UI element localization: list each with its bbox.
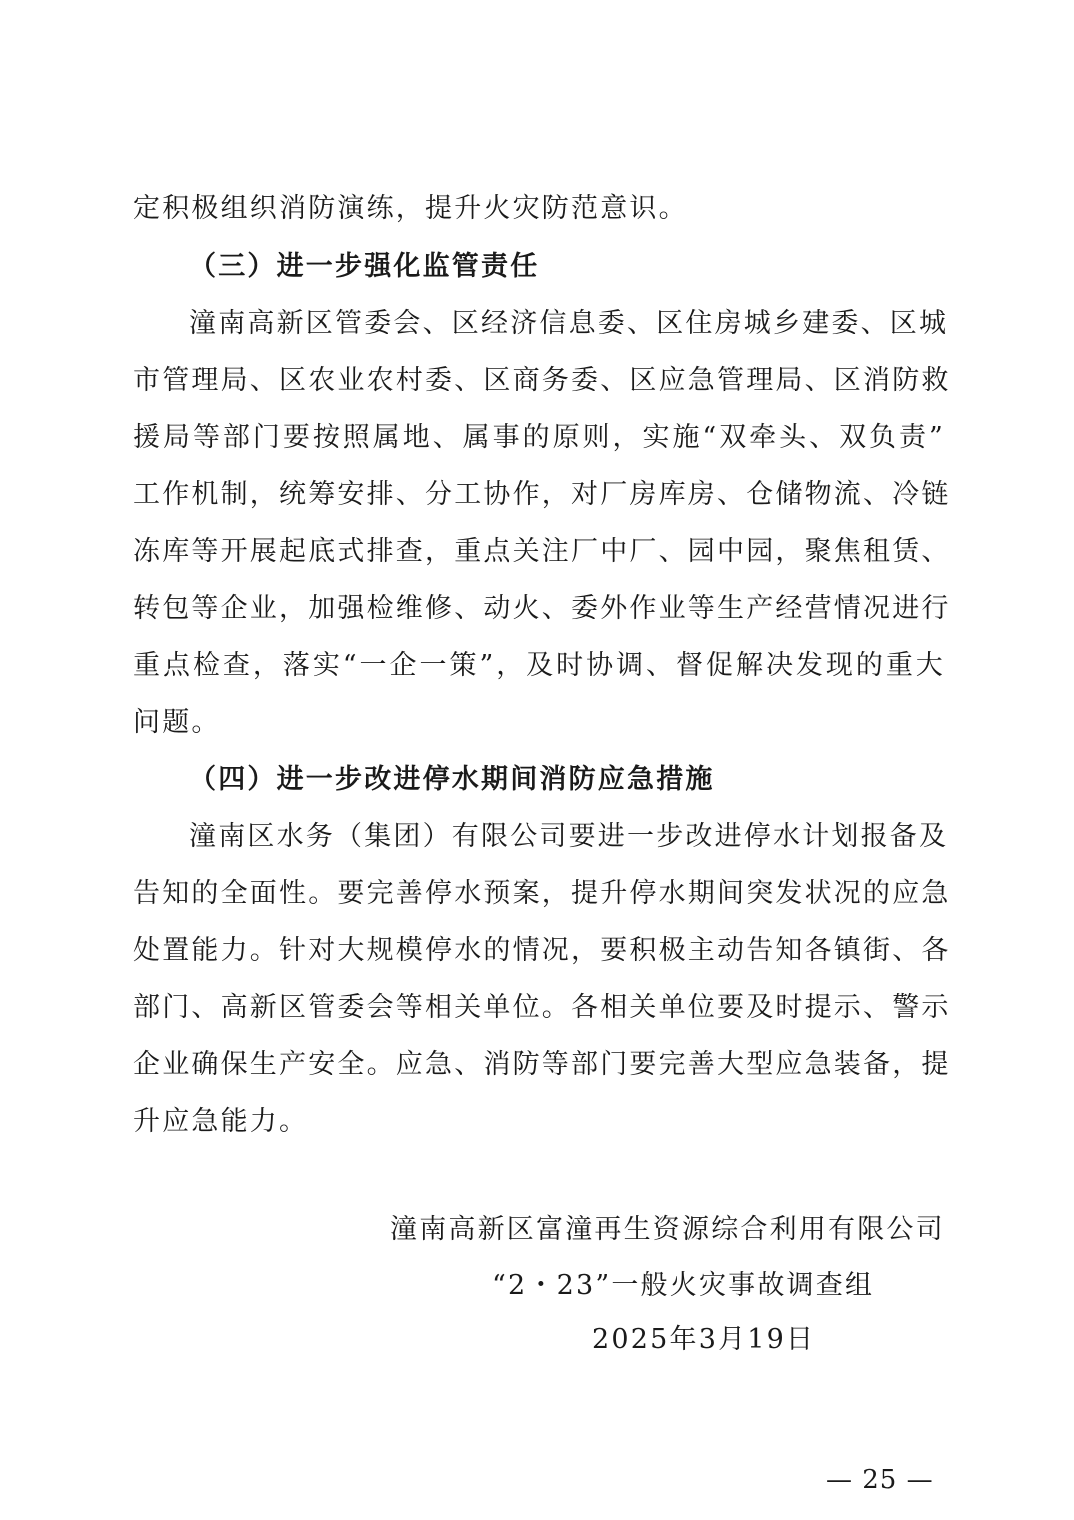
signature-investigation-group: “2・23”一般火灾事故调查组 xyxy=(492,1270,875,1301)
signature-organization: 潼南高新区富潼再生资源综合利用有限公司 xyxy=(390,1214,945,1245)
section-heading-3: （三）进一步强化监管责任 xyxy=(189,251,540,282)
paragraph-line: 部门、高新区管委会等相关单位。各相关单位要及时提示、警示 xyxy=(133,992,951,1023)
paragraph-line: 工作机制，统筹安排、分工协作，对厂房库房、仓储物流、冷链 xyxy=(133,479,951,510)
paragraph-line: 处置能力。针对大规模停水的情况，要积极主动告知各镇街、各 xyxy=(133,935,951,966)
page-number: — 25 — xyxy=(826,1465,934,1495)
paragraph-line: 冻库等开展起底式排查，重点关注厂中厂、园中园，聚焦租赁、 xyxy=(133,536,951,567)
paragraph-line: 定积极组织消防演练，提升火灾防范意识。 xyxy=(133,193,688,224)
paragraph-line: 问题。 xyxy=(133,707,221,738)
signature-date: 2025年3月19日 xyxy=(592,1324,816,1355)
paragraph-line: 潼南区水务（集团）有限公司要进一步改进停水计划报备及 xyxy=(189,821,949,852)
paragraph-line: 企业确保生产安全。应急、消防等部门要完善大型应急装备，提 xyxy=(133,1049,951,1080)
paragraph-line: 转包等企业，加强检维修、动火、委外作业等生产经营情况进行 xyxy=(133,593,951,624)
paragraph-line: 潼南高新区管委会、区经济信息委、区住房城乡建委、区城 xyxy=(189,308,949,339)
paragraph-line: 重点检查，落实“一企一策”，及时协调、督促解决发现的重大 xyxy=(133,650,945,681)
paragraph-line: 升应急能力。 xyxy=(133,1106,309,1137)
paragraph-line: 市管理局、区农业农村委、区商务委、区应急管理局、区消防救 xyxy=(133,365,951,396)
paragraph-line: 告知的全面性。要完善停水预案，提升停水期间突发状况的应急 xyxy=(133,878,951,909)
paragraph-line: 援局等部门要按照属地、属事的原则，实施“双牵头、双负责” xyxy=(133,422,945,453)
section-heading-4: （四）进一步改进停水期间消防应急措施 xyxy=(189,764,715,795)
